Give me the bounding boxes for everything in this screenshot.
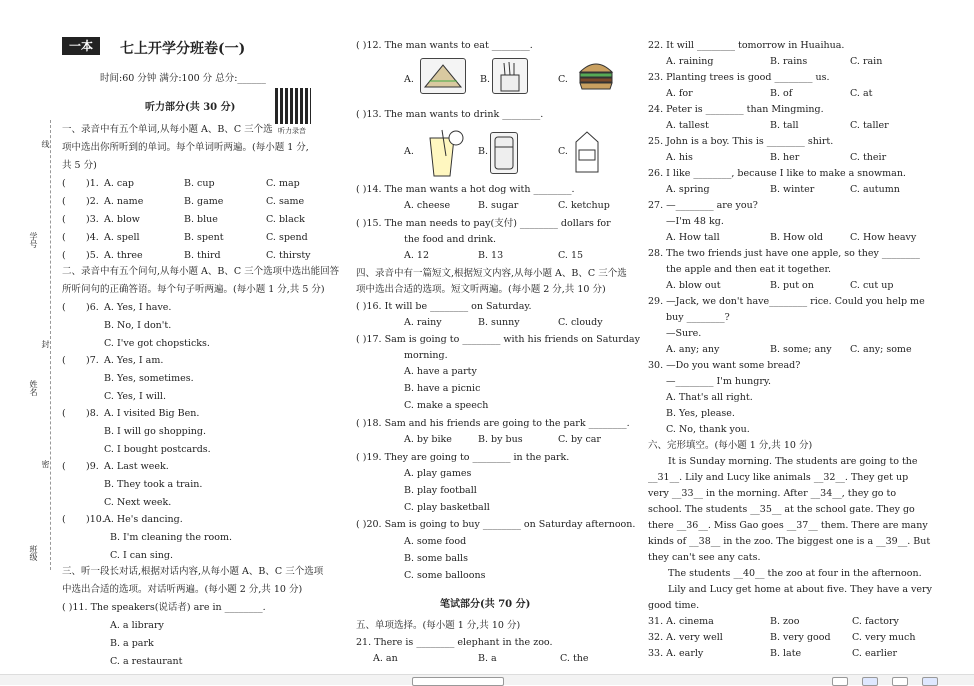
cloze-line: Lily and Lucy get home at about five. They have a very: [668, 584, 932, 595]
question-row: (: [62, 302, 66, 313]
option: B. game: [184, 196, 224, 207]
option: C. any; some: [850, 344, 912, 355]
burger-icon: [576, 56, 616, 92]
option: A. cheese: [404, 200, 451, 211]
option: A. play games: [404, 468, 472, 479]
option: B. very good: [770, 632, 831, 643]
option: B. I'm cleaning the room.: [110, 532, 233, 543]
option: C. Yes, I will.: [104, 391, 166, 402]
option: C. autumn: [850, 184, 900, 195]
option: B. sunny: [478, 317, 520, 328]
toolbar-button[interactable]: [922, 677, 938, 686]
side-label: 密: [41, 460, 50, 468]
option: C. spend: [266, 232, 308, 243]
option: B. a park: [110, 638, 154, 649]
option: B. a: [478, 653, 497, 664]
qr-code[interactable]: [275, 88, 311, 124]
question-text: )16. It will be ________ on Saturday.: [362, 301, 532, 312]
option: A. rainy: [404, 317, 442, 328]
option: C. factory: [852, 616, 899, 627]
question-row: (: [62, 355, 66, 366]
juice-icon: [424, 126, 466, 180]
book-badge: 一本: [62, 37, 100, 55]
cloze-line: __31__. Lily and Lucy like animals __32__. They get up: [648, 472, 909, 483]
option: B. third: [184, 250, 221, 261]
written-title: 笔试部分(共 70 分): [440, 599, 531, 610]
cloze-line: kinds of __38__ in the zoo. The biggest one is a __39__. But: [648, 536, 931, 547]
cloze-line: It is Sunday morning. The students are going to the: [668, 456, 918, 467]
question-row: (: [62, 196, 66, 207]
sec1-instruction: 一、录音中有五个单词,从每小题 A、B、C 三个选: [62, 124, 273, 135]
sec5-instruction: 五、单项选择。(每小题 1 分,共 10 分): [356, 620, 521, 631]
toolbar-button[interactable]: [832, 677, 848, 686]
option: C. How heavy: [850, 232, 917, 243]
option: C.: [558, 146, 568, 157]
option: A. Last week.: [104, 461, 169, 472]
option: C. cut up: [850, 280, 894, 291]
option: A. a library: [110, 620, 164, 631]
option: C. play basketball: [404, 502, 490, 513]
option: C. make a speech: [404, 400, 489, 411]
question-11: ( )11. The speakers(说话者) are in ________.: [62, 602, 266, 613]
question-text: )20. Sam is going to buy ________ on Saturday afternoon.: [362, 519, 636, 530]
option: C. thirsty: [266, 250, 311, 261]
option: C. taller: [850, 120, 889, 131]
option: C. same: [266, 196, 305, 207]
side-label: 学号: [29, 232, 38, 248]
question-text: )12. The man wants to eat ________.: [362, 40, 533, 51]
cloze-line: good time.: [648, 600, 700, 611]
option: A. Yes, I am.: [104, 355, 164, 366]
question-row: (: [62, 232, 66, 243]
option: A. by bike: [404, 434, 452, 445]
option: A. raining: [666, 56, 714, 67]
sec1-instruction: 项中选出你所听到的单词。每个单词听两遍。(每小题 1 分,: [62, 142, 309, 153]
question-text: 22. It will ________ tomorrow in Huaihua.: [648, 40, 845, 51]
option: B. How old: [770, 232, 824, 243]
question-text: )11. The speakers(说话者) are in ________.: [68, 602, 266, 613]
option: B. cup: [184, 178, 215, 189]
question-number: )4.: [86, 232, 99, 243]
question-row: (: [62, 250, 66, 261]
question-row: (: [62, 408, 66, 419]
option: C. ketchup: [558, 200, 610, 211]
option: B. put on: [770, 280, 814, 291]
question-text: 29. —Jack, we don't have________ rice. Could you help me: [648, 296, 925, 307]
option: C. rain: [850, 56, 883, 67]
question-text: 25. John is a boy. This is ________ shirt.: [648, 136, 834, 147]
option: A. three: [104, 250, 143, 261]
question-text: 28. The two friends just have one apple, so they ________: [648, 248, 920, 259]
cloze-line: very __33__ in the morning. After __34__, they go to: [648, 488, 897, 499]
sec1-instruction: 共 5 分): [62, 160, 97, 171]
fries-image: [492, 58, 528, 94]
cloze-line: they can't see any cats.: [648, 552, 761, 563]
question-number: )9.: [86, 461, 99, 472]
option: A. cap: [104, 178, 134, 189]
question-row: (: [62, 178, 66, 189]
question-number: )10.: [86, 514, 105, 525]
option: C. Next week.: [104, 497, 172, 508]
question-text: )17. Sam is going to ________ with his friends on Saturday: [362, 334, 640, 345]
option: 32. A. very well: [648, 632, 723, 643]
juice-image: [424, 126, 466, 180]
option: A.: [404, 146, 414, 157]
sec4-instruction: 项中选出合适的选项。短文听两遍。(每小题 2 分,共 10 分): [356, 284, 606, 295]
question-text: morning.: [404, 350, 448, 361]
option: A. That's all right.: [666, 392, 753, 403]
question-text: 23. Planting trees is good ________ us.: [648, 72, 830, 83]
sandwich-icon: [421, 59, 465, 93]
sec2-instruction: 二、录音中有五个问句,从每小题 A、B、C 三个选项中选出能回答: [62, 266, 340, 277]
option: A. tallest: [666, 120, 709, 131]
question-16: ( )16. It will be ________ on Saturday.: [356, 301, 532, 312]
option: C. their: [850, 152, 887, 163]
burger-image: [576, 56, 616, 92]
question-text: 24. Peter is ________ than Mingming.: [648, 104, 824, 115]
option: B. blue: [184, 214, 218, 225]
page-title: 七上开学分班卷(一): [120, 41, 246, 57]
question-text: 27. —________ are you?: [648, 200, 758, 211]
option: A. some food: [404, 536, 467, 547]
question-19: ( )19. They are going to ________ in the park.: [356, 452, 570, 463]
side-label: 封: [41, 340, 50, 348]
option: A. 12: [404, 250, 429, 261]
option: C. at: [850, 88, 873, 99]
question-number: )7.: [86, 355, 99, 366]
option: A.: [404, 74, 414, 85]
sandwich-image: [420, 58, 466, 94]
option: C.: [558, 74, 568, 85]
option: A. an: [373, 653, 398, 664]
option: C. I bought postcards.: [104, 444, 211, 455]
option: C. cloudy: [558, 317, 603, 328]
question-text: the apple and then eat it together.: [666, 264, 831, 275]
question-number: )3.: [86, 214, 99, 225]
option: B. by bus: [478, 434, 523, 445]
option: A. any; any: [666, 344, 720, 355]
option: B. late: [770, 648, 802, 659]
sec6-instruction: 六、完形填空。(每小题 1 分,共 10 分): [648, 440, 813, 451]
option: C. I've got chopsticks.: [104, 338, 210, 349]
option: B. some; any: [770, 344, 832, 355]
option: 31. A. cinema: [648, 616, 714, 627]
option: A. spell: [104, 232, 140, 243]
option: C. some balloons: [404, 570, 486, 581]
option: A. How tall: [666, 232, 720, 243]
page-input[interactable]: [412, 677, 504, 686]
option: B. Yes, sometimes.: [104, 373, 194, 384]
option: A. name: [104, 196, 144, 207]
option: B. spent: [184, 232, 224, 243]
question-row: (: [62, 514, 66, 525]
cloze-line: The students __40__ the zoo at four in the afternoon.: [668, 568, 922, 579]
question-text: 26. I like ________, because I like to make a snowman.: [648, 168, 906, 179]
option: A. have a party: [404, 366, 477, 377]
option: C. No, thank you.: [666, 424, 750, 435]
option: B. No, I don't.: [104, 320, 172, 331]
question-text: )18. Sam and his friends are going to the park ________.: [362, 418, 630, 429]
question-text: )19. They are going to ________ in the park.: [362, 452, 570, 463]
question-text: —________ I'm hungry.: [666, 376, 772, 387]
question-number: )1.: [86, 178, 99, 189]
question-13: ( )13. The man wants to drink ________.: [356, 109, 544, 120]
cloze-line: school. The students __35__ at the school gate. They go: [648, 504, 915, 515]
exam-meta: 时间:60 分钟 满分:100 分 总分:______: [100, 73, 266, 84]
sec2-instruction: 所听问句的正确答语。每个句子听两遍。(每小题 1 分,共 5 分): [62, 284, 325, 295]
question-number: )6.: [86, 302, 99, 313]
option: A. his: [666, 152, 693, 163]
option: B. winter: [770, 184, 815, 195]
option: C. by car: [558, 434, 601, 445]
question-text: )14. The man wants a hot dog with ________.: [362, 184, 575, 195]
option: B. sugar: [478, 200, 519, 211]
option: B. play football: [404, 485, 477, 496]
question-18: ( )18. Sam and his friends are going to the park ________.: [356, 418, 630, 429]
question-number: )8.: [86, 408, 99, 419]
option: B. They took a train.: [104, 479, 203, 490]
option: C. the: [560, 653, 589, 664]
listening-title: 听力部分(共 30 分): [145, 102, 236, 113]
option: B. Yes, please.: [666, 408, 735, 419]
option: C. very much: [852, 632, 916, 643]
question-number: )2.: [86, 196, 99, 207]
option: B.: [478, 146, 489, 157]
question-text: —I'm 48 kg.: [666, 216, 724, 227]
option: B. zoo: [770, 616, 800, 627]
option: B. rains: [770, 56, 808, 67]
option: C. map: [266, 178, 300, 189]
option: 33. A. early: [648, 648, 704, 659]
question-text: )15. The man needs to pay(支付) ________ dollars for: [362, 218, 611, 229]
question-text: buy ________?: [666, 312, 730, 323]
question-text: )13. The man wants to drink ________.: [362, 109, 544, 120]
soda-can-image: [490, 132, 518, 174]
option: B. tall: [770, 120, 799, 131]
question-row: (: [62, 214, 66, 225]
side-label: 线: [41, 140, 50, 148]
question-14: ( )14. The man wants a hot dog with ________.: [356, 184, 575, 195]
can-icon: [491, 133, 517, 173]
option: A. blow out: [666, 280, 721, 291]
option: B. I will go shopping.: [104, 426, 207, 437]
question-row: (: [62, 461, 66, 472]
question-17: ( )17. Sam is going to ________ with his friends on Saturday: [356, 334, 640, 345]
option: A. blow: [104, 214, 140, 225]
question-15: ( )15. The man needs to pay(支付) ________ dollars for: [356, 218, 611, 229]
milk-carton-image: [572, 128, 602, 174]
qr-label: 听力录音: [278, 127, 306, 135]
option: A. Yes, I have.: [104, 302, 172, 313]
sec3-instruction: 三、听一段长对话,根据对话内容,从每小题 A、B、C 三个选项: [62, 566, 324, 577]
option: A. spring: [666, 184, 710, 195]
option: A. I visited Big Ben.: [104, 408, 200, 419]
option: B. of: [770, 88, 793, 99]
cloze-line: there __36__. Miss Gao goes __37__ them. There are many: [648, 520, 928, 531]
sec3-instruction: 中选出合适的选项。对话听两遍。(每小题 2 分,共 10 分): [62, 584, 303, 595]
option: A. He's dancing.: [104, 514, 183, 525]
question-20: ( )20. Sam is going to buy ________ on Saturday afternoon.: [356, 519, 636, 530]
fries-icon: [493, 59, 527, 93]
option: B. 13: [478, 250, 504, 261]
side-label: 班级: [29, 545, 38, 561]
toolbar-button[interactable]: [892, 677, 908, 686]
option: C. earlier: [852, 648, 898, 659]
milk-carton-icon: [572, 128, 602, 174]
question-number: )5.: [86, 250, 99, 261]
toolbar-button[interactable]: [862, 677, 878, 686]
option: B. have a picnic: [404, 383, 481, 394]
side-label: 姓名: [29, 380, 38, 396]
sec4-instruction: 四、录音中有一篇短文,根据短文内容,从每小题 A、B、C 三个选: [356, 268, 627, 279]
option: B.: [480, 74, 491, 85]
question-text: —Sure.: [666, 328, 702, 339]
option: C. black: [266, 214, 305, 225]
question-text: the food and drink.: [404, 234, 497, 245]
option: B. some balls: [404, 553, 468, 564]
option: C. a restaurant: [110, 656, 183, 667]
question-21: 21. There is ________ elephant in the zoo.: [356, 637, 553, 648]
question-12: ( )12. The man wants to eat ________.: [356, 40, 533, 51]
question-text: 30. —Do you want some bread?: [648, 360, 801, 371]
option: C. I can sing.: [110, 550, 173, 561]
option: C. 15: [558, 250, 584, 261]
option: B. her: [770, 152, 800, 163]
option: A. for: [666, 88, 693, 99]
